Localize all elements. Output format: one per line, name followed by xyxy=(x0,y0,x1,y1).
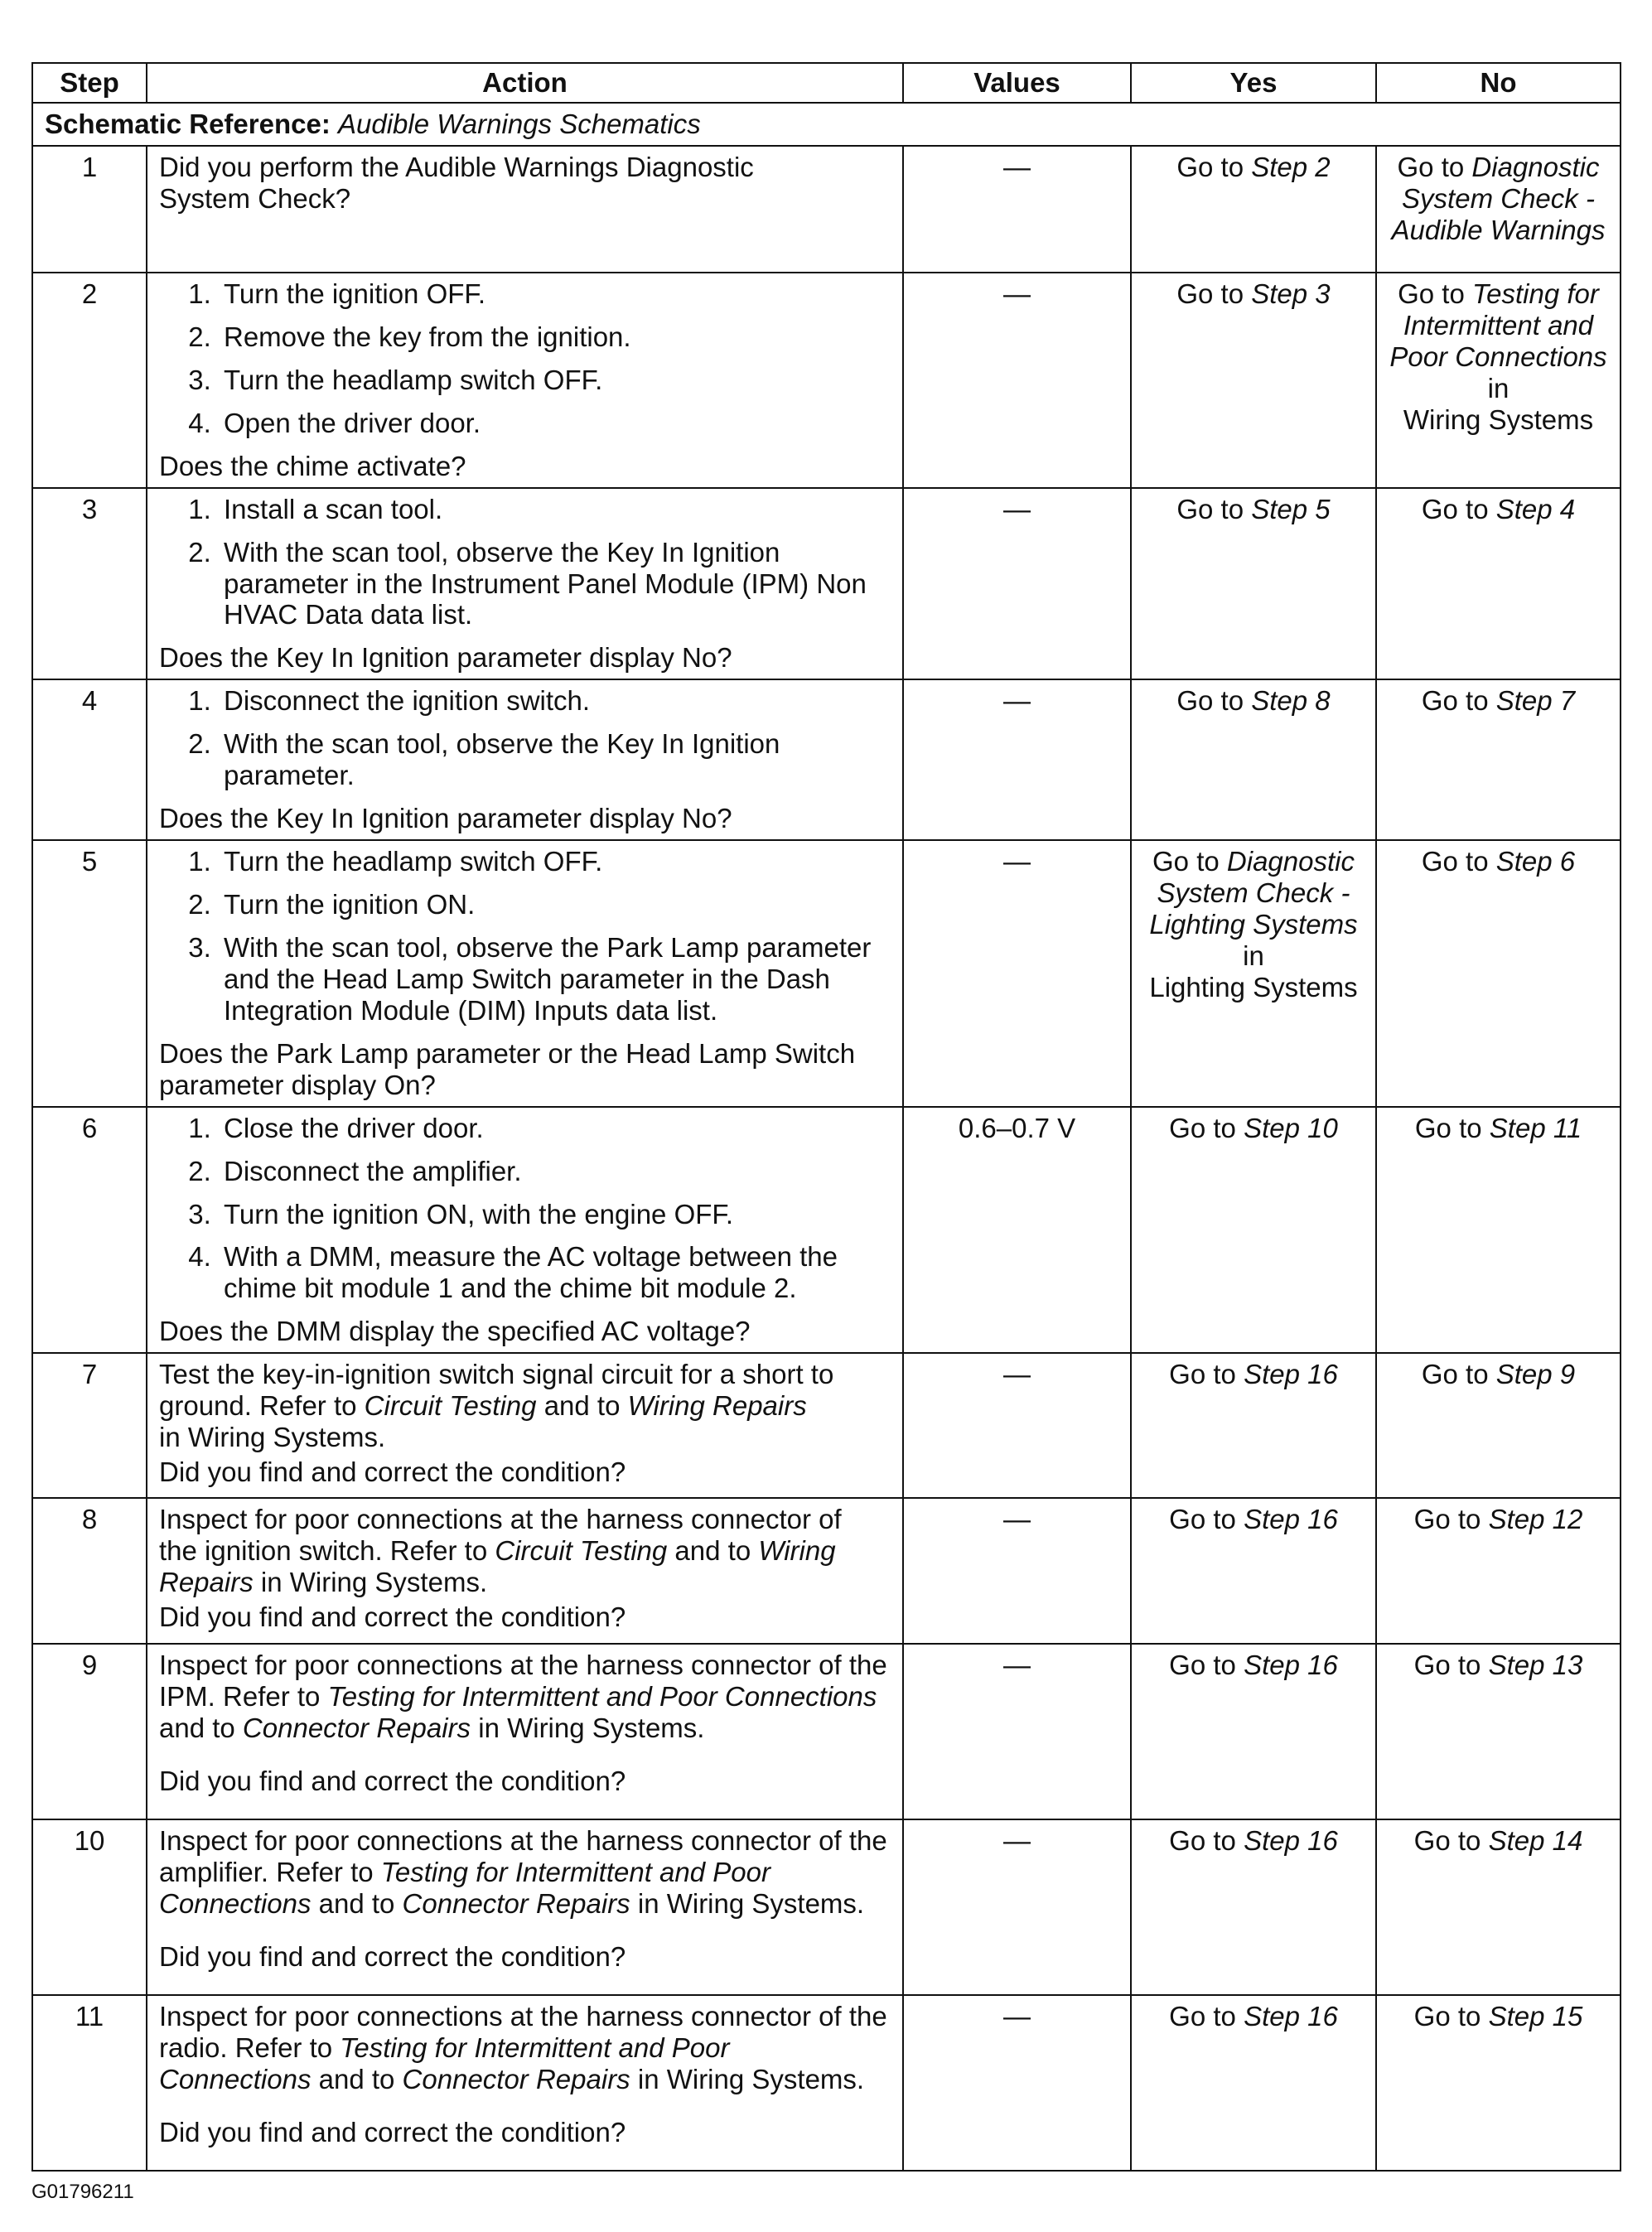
step-number: 6 xyxy=(32,1107,147,1354)
yes-in-text: in xyxy=(1243,940,1264,971)
step-number: 11 xyxy=(32,1995,147,2171)
procedure-step: 1. Disconnect the ignition switch. xyxy=(219,685,891,717)
procedure-step: 1. Install a scan tool. xyxy=(219,494,891,525)
schematic-reference xyxy=(32,103,1621,146)
reference-link[interactable]: Circuit Testing xyxy=(364,1390,537,1422)
yes-system-text: Lighting Systems xyxy=(1149,971,1358,1002)
header-action: Action xyxy=(147,63,903,103)
question: Does the DMM display the specified AC voltage? xyxy=(159,1316,751,1347)
instruction xyxy=(159,1504,872,1598)
table-row xyxy=(32,1995,1621,2171)
reference-link[interactable]: Circuit Testing xyxy=(495,1535,668,1567)
action-cell xyxy=(147,1353,903,1498)
step-number: 8 xyxy=(32,1498,147,1644)
value-cell: 0.6–0.7 V xyxy=(903,1107,1131,1354)
question: Does the chime activate? xyxy=(159,450,466,481)
no-goto-text: Go to xyxy=(1421,493,1489,524)
header-yes: Yes xyxy=(1131,63,1376,103)
question: Did you find and correct the condition? xyxy=(159,1457,626,1488)
yes-cell xyxy=(1131,679,1376,840)
procedure-list xyxy=(159,846,891,1027)
procedure-step: 1. Turn the ignition OFF. xyxy=(219,278,891,310)
question: Did you find and correct the condition? xyxy=(159,2117,626,2148)
no-cell xyxy=(1376,273,1621,488)
procedure-list xyxy=(159,278,891,439)
value-cell: — xyxy=(903,679,1131,840)
action-cell xyxy=(147,1644,903,1819)
figure-id: G01796211 xyxy=(31,2181,134,2203)
no-goto-text: Go to xyxy=(1397,151,1465,182)
yes-link[interactable]: Step 2 xyxy=(1251,151,1331,182)
procedure-step: 2. Remove the key from the ignition. xyxy=(219,321,891,353)
procedure-step: 4. Open the driver door. xyxy=(219,408,891,439)
yes-link[interactable]: Step 16 xyxy=(1244,1359,1338,1390)
no-goto-text: Go to xyxy=(1413,1650,1481,1681)
yes-link[interactable]: Diagnostic System Check - Lighting Systems xyxy=(1149,846,1358,940)
instruction-text: in Wiring Systems. xyxy=(478,1713,705,1744)
question: Does the Key In Ignition parameter display No? xyxy=(159,803,732,834)
question: Did you find and correct the condition? xyxy=(159,1941,626,1973)
no-system-text: Wiring Systems xyxy=(1403,403,1594,435)
schematic-reference-row xyxy=(32,103,1621,146)
instruction-text: Inspect for poor connections at the harness connector of the radio. Refer to xyxy=(159,2001,887,2064)
question: Does the Key In Ignition parameter display No? xyxy=(159,642,732,674)
diagnostic-table xyxy=(31,62,1621,2172)
table-row xyxy=(32,488,1621,680)
no-link[interactable]: Step 9 xyxy=(1495,1359,1576,1390)
header-values: Values xyxy=(903,63,1131,103)
action-cell xyxy=(147,679,903,840)
reference-link[interactable]: Connector Repairs xyxy=(402,2064,630,2095)
yes-link[interactable]: Step 16 xyxy=(1244,1504,1338,1535)
instruction xyxy=(159,1650,888,1744)
procedure-step: 4. With a DMM, measure the AC voltage between the chime bit module 1 and the chime bit module 2. xyxy=(219,1241,891,1304)
yes-goto-text: Go to xyxy=(1169,1112,1236,1143)
instruction-text: in Wiring Systems. xyxy=(159,1422,386,1453)
no-cell xyxy=(1376,1819,1621,1995)
yes-cell xyxy=(1131,1498,1376,1644)
reference-link[interactable]: Connector Repairs xyxy=(242,1713,471,1744)
step-number: 5 xyxy=(32,840,147,1107)
value-cell: — xyxy=(903,146,1131,273)
yes-goto-text: Go to xyxy=(1176,493,1244,524)
instruction-text: Inspect for poor connections at the harness connector of the IPM. Refer to xyxy=(159,1650,887,1713)
instruction xyxy=(159,1825,888,1920)
no-link[interactable]: Step 14 xyxy=(1488,1825,1583,1857)
yes-cell xyxy=(1131,840,1376,1107)
value-cell: — xyxy=(903,273,1131,488)
question: Did you perform the Audible Warnings Diagnostic System Check? xyxy=(159,151,754,214)
action-cell xyxy=(147,1107,903,1354)
value-cell: — xyxy=(903,1819,1131,1995)
procedure-step: 2. With the scan tool, observe the Key In Ignition parameter in the Instrument Panel Module (IPM) Non HVAC Data data list. xyxy=(219,537,891,631)
question: Did you find and correct the condition? xyxy=(159,1602,626,1633)
procedure-list xyxy=(159,1113,891,1305)
yes-link[interactable]: Step 5 xyxy=(1251,493,1331,524)
yes-link[interactable]: Step 3 xyxy=(1251,278,1331,309)
no-in-text: in xyxy=(1487,372,1510,403)
step-number: 4 xyxy=(32,679,147,840)
yes-goto-text: Go to xyxy=(1169,2001,1236,2032)
instruction-text: Inspect for poor connections at the harness connector of the amplifier. Refer to xyxy=(159,1825,887,1888)
yes-cell xyxy=(1131,1644,1376,1819)
instruction xyxy=(159,2001,888,2095)
reference-link[interactable]: Wiring Repairs xyxy=(159,1535,836,1598)
yes-link[interactable]: Step 16 xyxy=(1244,2001,1338,2032)
table-row xyxy=(32,146,1621,273)
action-cell xyxy=(147,488,903,680)
instruction-text: in Wiring Systems. xyxy=(637,1888,865,1920)
instruction-text: and to xyxy=(318,1888,395,1920)
table-row xyxy=(32,1107,1621,1354)
instruction-text: and to xyxy=(159,1713,235,1744)
yes-cell xyxy=(1131,1107,1376,1354)
no-link[interactable]: Step 7 xyxy=(1495,685,1576,717)
action-cell xyxy=(147,840,903,1107)
procedure-step: 3. Turn the ignition ON, with the engine OFF. xyxy=(219,1199,891,1230)
no-link[interactable]: Step 11 xyxy=(1489,1112,1582,1143)
yes-link[interactable]: Step 16 xyxy=(1244,1650,1338,1681)
no-cell xyxy=(1376,679,1621,840)
table-row xyxy=(32,679,1621,840)
yes-goto-text: Go to xyxy=(1152,846,1220,877)
action-cell xyxy=(147,1995,903,2171)
no-link[interactable]: Step 12 xyxy=(1488,1504,1583,1535)
procedure-list xyxy=(159,685,891,791)
no-cell xyxy=(1376,1107,1621,1354)
action-cell xyxy=(147,146,903,273)
instruction-text: and to xyxy=(318,2064,395,2095)
yes-goto-text: Go to xyxy=(1176,151,1244,182)
yes-link[interactable]: Step 10 xyxy=(1244,1112,1338,1143)
no-cell xyxy=(1376,1353,1621,1498)
yes-goto-text: Go to xyxy=(1169,1825,1236,1857)
question: Does the Park Lamp parameter or the Head Lamp Switch parameter display On? xyxy=(159,1037,856,1100)
no-cell xyxy=(1376,1644,1621,1819)
header-no: No xyxy=(1376,63,1621,103)
no-link[interactable]: Diagnostic System Check - Audible Warnings xyxy=(1391,151,1606,245)
no-goto-text: Go to xyxy=(1414,1112,1482,1143)
procedure-step: 2. Disconnect the amplifier. xyxy=(219,1156,891,1187)
action-cell xyxy=(147,1819,903,1995)
yes-goto-text: Go to xyxy=(1169,1359,1236,1390)
table-row xyxy=(32,1819,1621,1995)
yes-goto-text: Go to xyxy=(1176,278,1244,309)
procedure-step: 1. Close the driver door. xyxy=(219,1113,891,1144)
value-cell: — xyxy=(903,1498,1131,1644)
no-goto-text: Go to xyxy=(1413,1825,1481,1857)
yes-goto-text: Go to xyxy=(1169,1504,1236,1535)
yes-cell xyxy=(1131,1995,1376,2171)
no-cell xyxy=(1376,488,1621,680)
no-goto-text: Go to xyxy=(1421,846,1489,877)
schematic-reference-label: Schematic Reference: xyxy=(45,109,331,139)
reference-link[interactable]: Testing for Intermittent and Poor Connections xyxy=(159,2032,730,2095)
procedure-list xyxy=(159,494,891,631)
no-link[interactable]: Testing for Intermittent and Poor Connections xyxy=(1389,278,1607,372)
yes-cell xyxy=(1131,1819,1376,1995)
no-cell xyxy=(1376,1498,1621,1644)
no-goto-text: Go to xyxy=(1413,1504,1481,1535)
schematic-reference-link[interactable]: Audible Warnings Schematics xyxy=(338,109,701,139)
value-cell: — xyxy=(903,1995,1131,2171)
instruction-text: Inspect for poor connections at the harness connector of the ignition switch. Refer to xyxy=(159,1504,842,1567)
value-cell: — xyxy=(903,1644,1131,1819)
action-cell xyxy=(147,1498,903,1644)
header-step: Step xyxy=(32,63,147,103)
table-row xyxy=(32,273,1621,488)
procedure-step: 3. With the scan tool, observe the Park Lamp parameter and the Head Lamp Switch parameter in the Dash Integration Module (DIM) Inputs data list. xyxy=(219,932,891,1027)
no-cell xyxy=(1376,146,1621,273)
value-cell: — xyxy=(903,1353,1131,1498)
table-row xyxy=(32,1498,1621,1644)
header-row xyxy=(32,63,1621,103)
procedure-step: 1. Turn the headlamp switch OFF. xyxy=(219,846,891,877)
instruction-text: and to xyxy=(543,1390,621,1422)
instruction-text: and to xyxy=(674,1535,751,1567)
no-cell xyxy=(1376,1995,1621,2171)
instruction-text: in Wiring Systems. xyxy=(260,1567,488,1598)
no-goto-text: Go to xyxy=(1421,1359,1489,1390)
no-link[interactable]: Step 4 xyxy=(1495,493,1576,524)
procedure-step: 3. Turn the headlamp switch OFF. xyxy=(219,365,891,396)
step-number: 1 xyxy=(32,146,147,273)
reference-link[interactable]: Connector Repairs xyxy=(402,1888,630,1920)
procedure-step: 2. Turn the ignition ON. xyxy=(219,889,891,920)
step-number: 10 xyxy=(32,1819,147,1995)
table-row xyxy=(32,1353,1621,1498)
yes-link[interactable]: Step 16 xyxy=(1244,1825,1338,1857)
step-number: 9 xyxy=(32,1644,147,1819)
value-cell: — xyxy=(903,488,1131,680)
no-goto-text: Go to xyxy=(1421,685,1489,717)
yes-cell xyxy=(1131,1353,1376,1498)
step-number: 7 xyxy=(32,1353,147,1498)
yes-goto-text: Go to xyxy=(1169,1650,1236,1681)
instruction xyxy=(159,1359,872,1453)
reference-link[interactable]: Testing for Intermittent and Poor Connections xyxy=(327,1681,877,1713)
no-goto-text: Go to xyxy=(1398,278,1465,309)
yes-goto-text: Go to xyxy=(1176,685,1244,717)
no-link[interactable]: Step 6 xyxy=(1495,846,1576,877)
reference-link[interactable]: Testing for Intermittent and Poor Connections xyxy=(159,1857,770,1920)
no-goto-text: Go to xyxy=(1413,2001,1481,2032)
no-link[interactable]: Step 13 xyxy=(1488,1650,1583,1681)
no-link[interactable]: Step 15 xyxy=(1488,2001,1583,2032)
yes-cell xyxy=(1131,488,1376,680)
question: Did you find and correct the condition? xyxy=(159,1766,626,1797)
table-row xyxy=(32,840,1621,1107)
reference-link[interactable]: Wiring Repairs xyxy=(627,1390,807,1422)
no-cell xyxy=(1376,840,1621,1107)
instruction-text: Test the key-in-ignition switch signal circuit for a short to ground. Refer to xyxy=(159,1359,834,1422)
step-number: 3 xyxy=(32,488,147,680)
table-row xyxy=(32,1644,1621,1819)
yes-cell xyxy=(1131,273,1376,488)
action-cell xyxy=(147,273,903,488)
yes-link[interactable]: Step 8 xyxy=(1251,685,1331,717)
yes-cell xyxy=(1131,146,1376,273)
value-cell: — xyxy=(903,840,1131,1107)
procedure-step: 2. With the scan tool, observe the Key In Ignition parameter. xyxy=(219,728,891,791)
instruction-text: in Wiring Systems. xyxy=(637,2064,865,2095)
step-number: 2 xyxy=(32,273,147,488)
